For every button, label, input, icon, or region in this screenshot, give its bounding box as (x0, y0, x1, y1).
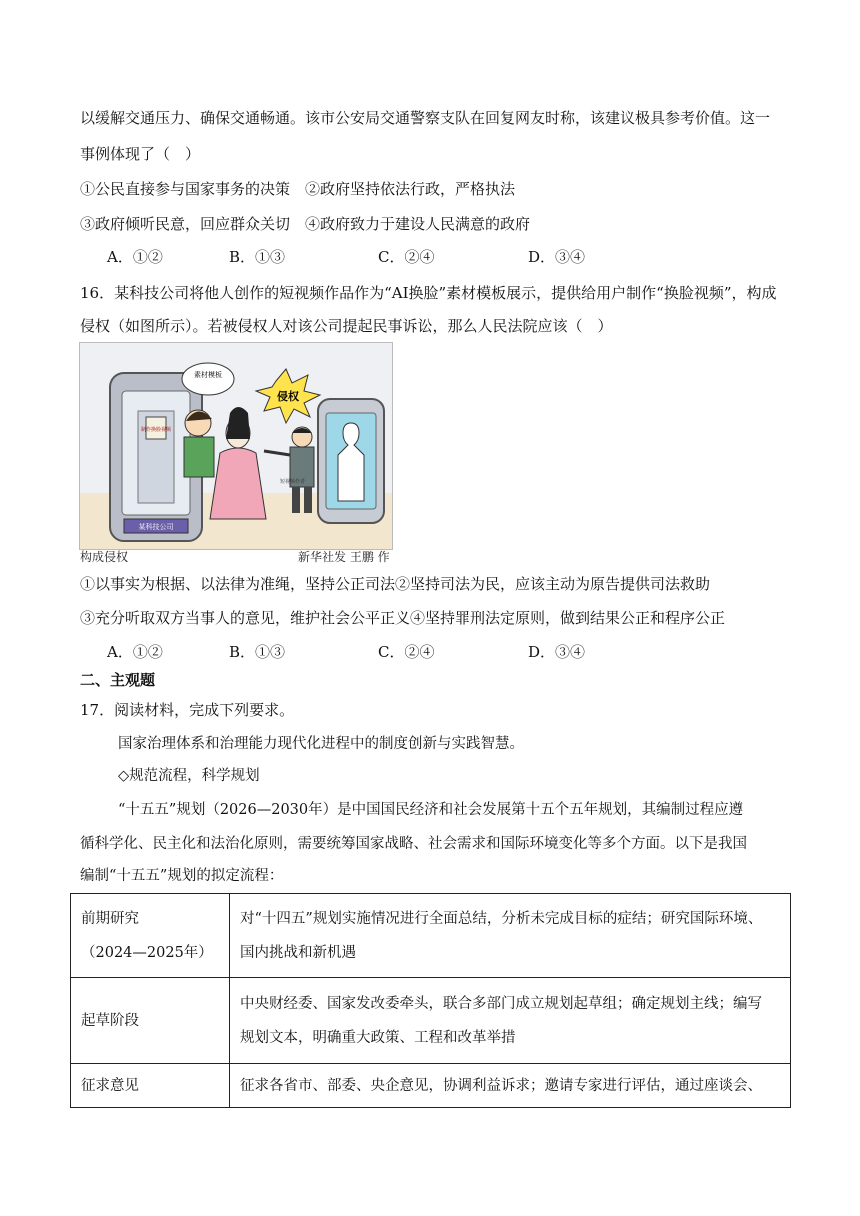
planning-process-table (70, 893, 791, 1108)
q16-option-b[interactable]: B．①③ (229, 643, 286, 661)
q15-option-c[interactable]: C．②④ (378, 248, 435, 266)
q17-material-title: 国家治理体系和治理能力现代化进程中的制度创新与实践智慧。 (118, 736, 524, 752)
q16-option-a[interactable]: A．①② (107, 643, 163, 661)
q16-text-line2: 侵权（如图所示）。若被侵权人对该公司提起民事诉讼，那么人民法院应该（ ） (80, 317, 613, 335)
content-line: 中央财经委、国家发改委牵头，联合多部门成立规划起草组；确定规划主线；编写 (240, 995, 762, 1012)
person-label-text: 短视频作者 (280, 479, 306, 485)
table-row (71, 894, 791, 978)
figure-caption-right: 新华社发 王鹏 作 (298, 550, 390, 564)
content-line: 国内挑战和新机遇 (240, 944, 356, 961)
q15-option-b[interactable]: B．①③ (229, 248, 286, 266)
table-cell-stage (71, 1064, 230, 1108)
table-row (71, 1064, 791, 1108)
figure-caption-left: 构成侵权 (80, 550, 129, 564)
table-cell-stage (71, 978, 230, 1064)
table-cell-content (230, 978, 791, 1064)
q16-option-c[interactable]: C．②④ (378, 643, 435, 661)
stage-label: 起草阶段 (81, 1012, 139, 1029)
q15-option-a[interactable]: A．①② (107, 248, 163, 266)
q16-statement-2: ③充分听取双方当事人的意见，维护社会公平正义④坚持罪刑法定原则，做到结果公正和程序公正 (80, 609, 726, 627)
content-line: 规划文本，明确重大政策、工程和改革举措 (240, 1029, 516, 1046)
q16-cartoon-figure (79, 342, 393, 550)
cartoon-illustration (80, 343, 392, 549)
content-line: 征求各省市、部委、央企意见，协调利益诉求；邀请专家进行评估，通过座谈会、 (240, 1077, 762, 1094)
q16-statement-1: ①以事实为根据、以法律为准绳，坚持公正司法②坚持司法为民，应该主动为原告提供司法救助 (80, 575, 711, 593)
q17-material-para-line1: “十五五”规划（2026—2030年）是中国国民经济和社会发展第十五个五年规划，其编制过程应遵 (118, 802, 744, 818)
table-row (71, 978, 791, 1064)
stage-label: 前期研究 (81, 910, 139, 927)
q17-text-line1: 17．阅读材料，完成下列要求。 (80, 701, 295, 719)
q17-material-subheading: ◇规范流程，科学规划 (118, 768, 260, 784)
poster-text: 制作换脸视频 (140, 427, 172, 433)
bubble-infringe-text: 侵权 (277, 390, 299, 403)
section-heading: 二、主观题 (80, 671, 156, 689)
q17-material-para-line2: 循科学化、民主化和法治化原则，需要统筹国家战略、社会需求和国际环境变化等多个方面。以下是我国 (80, 836, 747, 852)
table-cell-content (230, 1064, 791, 1108)
q17-material-para-line3: 编制“十五五”规划的拟定流程： (80, 868, 284, 884)
q15-statement-1: ①公民直接参与国家事务的决策 ②政府坚持依法行政，严格执法 (80, 180, 516, 198)
table-cell-content (230, 894, 791, 978)
q15-statement-2: ③政府倾听民意，回应群众关切 ④政府致力于建设人民满意的政府 (80, 215, 531, 233)
q15-text-line2: 事例体现了（ ） (80, 145, 201, 163)
q16-text-line1: 16．某科技公司将他人创作的短视频作品作为“AI换脸”素材模板展示，提供给用户制作“换脸视频”，构成 (80, 284, 777, 302)
stage-period: （2024—2025年） (81, 944, 213, 961)
stage-label: 征求意见 (81, 1077, 139, 1094)
company-sign-text: 某科技公司 (138, 523, 174, 531)
q16-option-d[interactable]: D．③④ (528, 643, 586, 661)
q15-option-d[interactable]: D．③④ (528, 248, 586, 266)
q15-text-line1: 以缓解交通压力、确保交通畅通。该市公安局交通警察支队在回复网友时称，该建议极具参考价值。这一 (80, 109, 771, 127)
table-cell-stage (71, 894, 230, 978)
content-line: 对“十四五”规划实施情况进行全面总结，分析未完成目标的症结；研究国际环境、 (240, 910, 763, 927)
bubble-material-text: 素材模板 (194, 371, 222, 379)
